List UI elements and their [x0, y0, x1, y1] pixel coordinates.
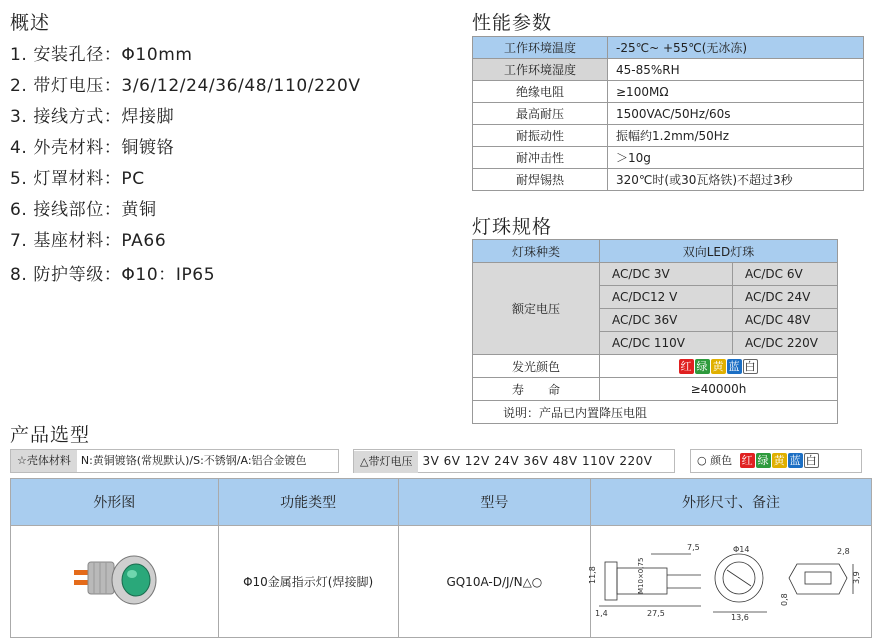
dimension-drawing — [588, 540, 871, 622]
overview-item: 7. 基座材料：PA66 — [10, 231, 167, 251]
bead-type-label: 灯珠种类 — [473, 240, 600, 263]
bead-table — [472, 239, 838, 424]
performance-table — [472, 36, 864, 191]
overview-item: 5. 灯罩材料：PC — [10, 169, 145, 189]
perf-value: 振幅约1.2mm/50Hz — [608, 125, 864, 147]
color-label: ○ 颜色 — [697, 454, 733, 467]
dim-label: 3,9 — [852, 571, 861, 584]
table-row — [473, 59, 864, 81]
color-chip-yellow: 黄 — [773, 454, 785, 467]
product-image — [54, 540, 174, 620]
perf-value: ≥100MΩ — [608, 81, 864, 103]
bead-voltage: AC/DC 3V — [600, 263, 733, 286]
table-row — [11, 526, 872, 638]
bead-voltage: AC/DC 36V — [600, 309, 733, 332]
color-bar — [690, 449, 862, 473]
product-table — [10, 478, 872, 638]
perf-key: 最高耐压 — [473, 103, 608, 125]
dim-label: 0,8 — [780, 593, 789, 606]
overview-item: 6. 接线部位：黄铜 — [10, 200, 157, 220]
table-row — [473, 103, 864, 125]
product-image-cell — [11, 526, 219, 638]
color-chip-green: 绿 — [696, 359, 708, 373]
table-row — [473, 378, 838, 401]
voltage-bar — [353, 449, 675, 473]
bead-voltage: AC/DC 6V — [733, 263, 838, 286]
perf-key: 绝缘电阻 — [473, 81, 608, 103]
table-row — [473, 263, 838, 286]
color-chip-blue: 蓝 — [728, 359, 740, 373]
perf-value: 45-85%RH — [608, 59, 864, 81]
dim-label: 13,6 — [731, 613, 749, 622]
bead-type-value: 双向LED灯珠 — [600, 240, 838, 263]
dimension-drawing-cell — [588, 526, 872, 638]
voltage-label: △带灯电压 — [354, 451, 418, 473]
table-header-row — [11, 479, 872, 526]
perf-value: 1500VAC/50Hz/60s — [608, 103, 864, 125]
bead-life-value: ≥40000h — [600, 378, 838, 401]
performance-title: 性能参数 — [472, 12, 553, 34]
col-header: 外形尺寸、备注 — [591, 479, 872, 526]
function-type: Φ10金属指示灯(焊接脚) — [218, 526, 398, 638]
perf-key: 工作环境湿度 — [473, 59, 608, 81]
table-row — [473, 37, 864, 59]
color-chip-green: 绿 — [757, 454, 769, 467]
perf-value: 320℃时(或30瓦烙铁)不超过3秒 — [608, 169, 864, 191]
dim-label: Φ14 — [733, 545, 750, 554]
overview-item: 3. 接线方式：焊接脚 — [10, 107, 175, 127]
voltage-value: 3V 6V 12V 24V 36V 48V 110V 220V — [422, 454, 653, 468]
perf-key: 耐振动性 — [473, 125, 608, 147]
overview-item: 2. 带灯电压：3/6/12/24/36/48/110/220V — [10, 76, 361, 96]
bead-color-label: 发光颜色 — [473, 355, 600, 378]
color-chip-white: 白 — [744, 359, 756, 373]
color-chip-yellow: 黄 — [712, 359, 724, 373]
overview-item: 8. 防护等级：Φ10：IP65 — [10, 265, 216, 285]
color-chip-blue: 蓝 — [789, 454, 801, 467]
table-row — [473, 401, 838, 424]
bead-voltage: AC/DC 110V — [600, 332, 733, 355]
dim-label: 7,5 — [687, 543, 700, 552]
perf-value: ＞10g — [608, 147, 864, 169]
col-header: 型号 — [398, 479, 590, 526]
perf-key: 耐焊锡热 — [473, 169, 608, 191]
dim-label: 2,8 — [837, 547, 850, 556]
bead-note: 说明：产品已内置降压电阻 — [473, 401, 838, 424]
shell-value: N:黄铜镀铬(常规默认)/S:不锈钢/A:铝合金镀色 — [80, 454, 307, 467]
table-row — [473, 147, 864, 169]
shell-label: ☆壳体材料 — [11, 450, 77, 472]
color-chip-red: 红 — [680, 359, 692, 373]
bead-color-chips — [600, 355, 838, 378]
overview-list — [10, 40, 361, 291]
dim-label: 1,4 — [595, 609, 608, 618]
overview-title: 概述 — [10, 12, 51, 34]
overview-item: 1. 安装孔径：Φ10mm — [10, 45, 193, 65]
table-row — [473, 355, 838, 378]
table-row — [473, 125, 864, 147]
bead-voltage: AC/DC 220V — [733, 332, 838, 355]
table-row — [473, 169, 864, 191]
perf-value: -25℃~ +55℃(无冰冻) — [608, 37, 864, 59]
selection-title: 产品选型 — [10, 424, 91, 446]
bead-voltage: AC/DC12 V — [600, 286, 733, 309]
dim-label: M10×0,75 — [637, 557, 645, 594]
table-row — [473, 240, 838, 263]
col-header: 外形图 — [11, 479, 219, 526]
perf-key: 工作环境温度 — [473, 37, 608, 59]
bead-voltage-label: 额定电压 — [473, 263, 600, 355]
color-chip-red: 红 — [741, 454, 753, 467]
bead-life-label: 寿 命 — [473, 378, 600, 401]
model-number: GQ10A-D/J/N△○ — [398, 526, 590, 638]
dim-label: 11,8 — [588, 566, 597, 584]
dim-label: 27,5 — [647, 609, 665, 618]
bead-title: 灯珠规格 — [472, 216, 553, 238]
perf-key: 耐冲击性 — [473, 147, 608, 169]
shell-material-bar — [10, 449, 339, 473]
overview-item: 4. 外壳材料：铜镀铬 — [10, 138, 175, 158]
color-chip-white: 白 — [805, 454, 817, 467]
bead-voltage: AC/DC 48V — [733, 309, 838, 332]
col-header: 功能类型 — [218, 479, 398, 526]
table-row — [473, 81, 864, 103]
bead-voltage: AC/DC 24V — [733, 286, 838, 309]
